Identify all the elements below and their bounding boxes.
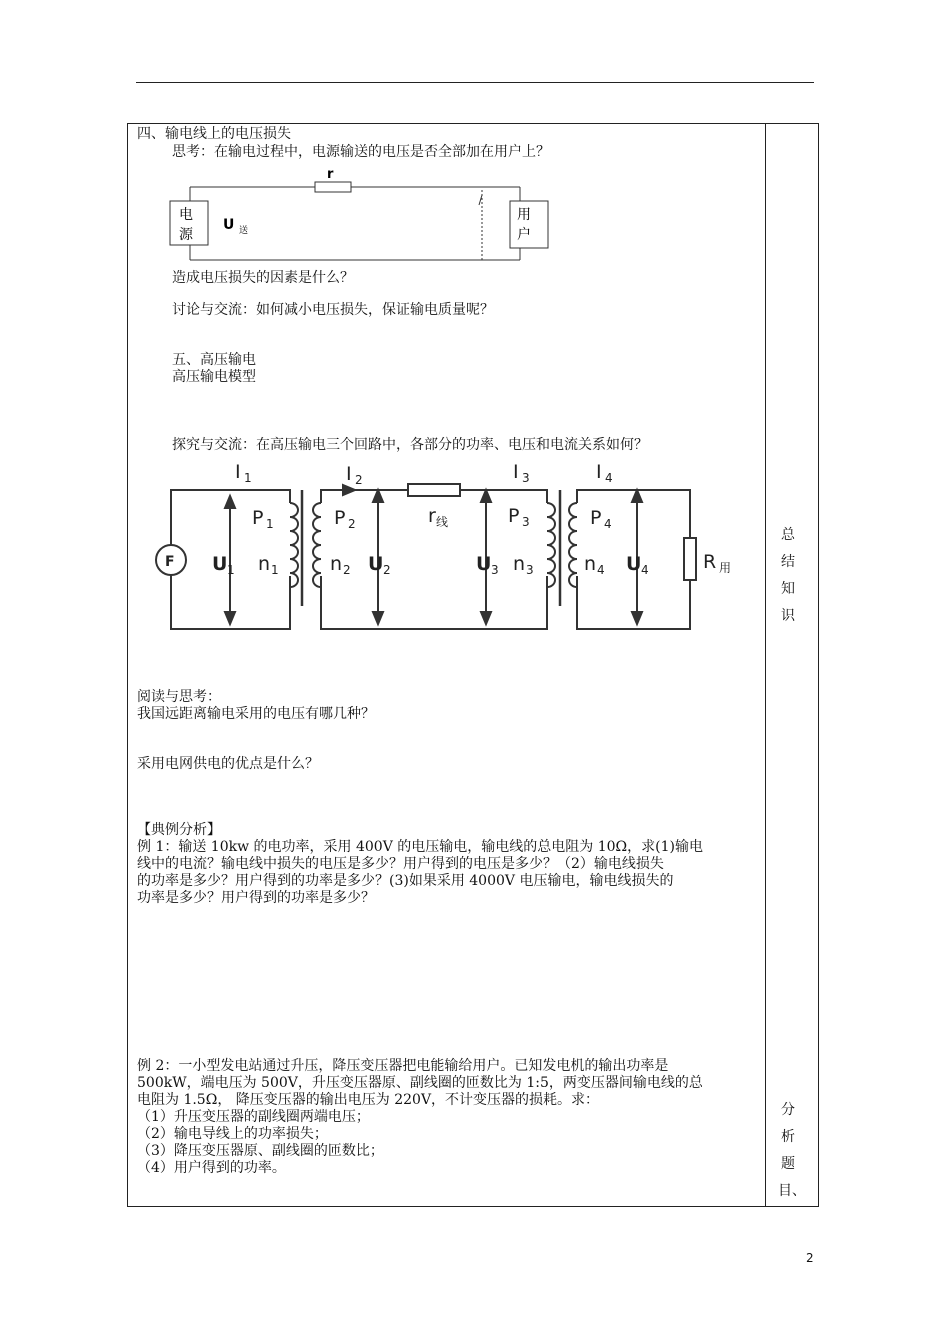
column-divider bbox=[765, 123, 766, 1207]
example1-line: 例 1：输送 10kw 的电功率，采用 400V 的电压输电，输电线的总电阻为 10Ω，求(1)输电 bbox=[137, 839, 703, 855]
reading-heading: 阅读与思考： bbox=[137, 689, 221, 705]
header-rule bbox=[136, 82, 814, 83]
turns-n2: n bbox=[330, 553, 343, 575]
resistor-label: r bbox=[327, 167, 334, 182]
reading-question-2: 采用电网供电的优点是什么？ bbox=[137, 756, 319, 772]
voltage-u1: U bbox=[212, 553, 228, 575]
svg-text:用: 用 bbox=[719, 561, 732, 575]
power-p4: P bbox=[590, 507, 602, 529]
current-i4: I bbox=[596, 461, 602, 483]
svg-text:2: 2 bbox=[348, 517, 356, 531]
section5-model: 高压输电模型 bbox=[172, 369, 256, 385]
example2-line: 电阻为 1.5Ω， 降压变压器的输出电压为 220V，不计变压器的损耗。求： bbox=[137, 1092, 600, 1108]
coil-n2 bbox=[313, 503, 321, 587]
svg-text:1: 1 bbox=[227, 563, 235, 577]
source-label-2: 源 bbox=[179, 227, 193, 243]
line-resistance-label: r bbox=[428, 505, 436, 527]
user-label-2: 户 bbox=[517, 227, 531, 243]
svg-text:4: 4 bbox=[597, 563, 605, 577]
example2-line: （3）降压变压器原、副线圈的匝数比； bbox=[137, 1143, 384, 1159]
voltage-loss-circuit bbox=[165, 165, 555, 265]
section4-heading: 四、输电线上的电压损失 bbox=[137, 126, 291, 142]
svg-text:1: 1 bbox=[244, 471, 252, 485]
reading-question-1: 我国远距离输电采用的电压有哪几种？ bbox=[137, 706, 375, 722]
user-label-1: 用 bbox=[517, 207, 531, 223]
power-p3: P bbox=[508, 505, 520, 527]
generator-label: F bbox=[165, 554, 175, 570]
svg-text:3: 3 bbox=[522, 515, 530, 529]
svg-text:4: 4 bbox=[604, 517, 612, 531]
current-i2: I bbox=[346, 463, 352, 485]
example1-line: 线中的电流？输电线中损失的电压是多少？用户得到的电压是多少？（2）输电线损失 bbox=[137, 856, 664, 872]
section5-heading: 五、高压输电 bbox=[172, 352, 256, 368]
example2-line: 例 2：一小型发电站通过升压，降压变压器把电能输给用户。已知发电机的输出功率是 bbox=[137, 1058, 669, 1074]
example2-line: （1）升压变压器的副线圈两端电压； bbox=[137, 1109, 370, 1125]
turns-n1: n bbox=[258, 553, 271, 575]
svg-text:2: 2 bbox=[355, 473, 363, 487]
voltage-u3: U bbox=[476, 553, 492, 575]
coil-n1 bbox=[290, 503, 298, 587]
example2-line: （2）输电导线上的功率损失； bbox=[137, 1126, 328, 1142]
turns-n3: n bbox=[513, 553, 526, 575]
current-i1: I bbox=[235, 461, 241, 483]
user-resistor bbox=[684, 538, 696, 580]
svg-text:1: 1 bbox=[271, 563, 279, 577]
section4-factors: 造成电压损失的因素是什么？ bbox=[172, 270, 354, 286]
svg-text:3: 3 bbox=[526, 563, 534, 577]
voltage-sub: 送 bbox=[239, 226, 249, 236]
examples-heading: 【典例分析】 bbox=[137, 822, 221, 838]
page-number: 2 bbox=[806, 1251, 814, 1265]
example2-line: （4）用户得到的功率。 bbox=[137, 1160, 286, 1176]
section4-think: 思考：在输电过程中，电源输送的电压是否全部加在用户上？ bbox=[172, 144, 550, 160]
coil-n3 bbox=[547, 503, 555, 587]
svg-text:3: 3 bbox=[522, 471, 530, 485]
section4-discussion: 讨论与交流：如何减小电压损失，保证输电质量呢？ bbox=[172, 302, 494, 318]
power-p1: P bbox=[252, 507, 264, 529]
voltage-u4: U bbox=[626, 553, 642, 575]
voltage-u2: U bbox=[368, 553, 384, 575]
voltage-label: U bbox=[223, 217, 235, 233]
svg-text:线: 线 bbox=[436, 515, 449, 529]
section5-explore: 探究与交流：在高压输电三个回路中，各部分的功率、电压和电流关系如何？ bbox=[172, 437, 648, 453]
high-voltage-circuit bbox=[140, 458, 760, 638]
svg-text:1: 1 bbox=[266, 517, 274, 531]
svg-text:4: 4 bbox=[605, 471, 613, 485]
svg-text:2: 2 bbox=[383, 563, 391, 577]
turns-n4: n bbox=[584, 553, 597, 575]
source-label-1: 电 bbox=[179, 207, 193, 223]
current-i3: I bbox=[513, 461, 519, 483]
example2-line: 500kW，端电压为 500V，升压变压器原、副线圈的匝数比为 1:5，两变压器间输电线的总 bbox=[137, 1075, 703, 1091]
svg-text:4: 4 bbox=[641, 563, 649, 577]
example1-line: 功率是多少？用户得到的功率是多少？ bbox=[137, 890, 375, 906]
user-resistance-label: R bbox=[703, 551, 717, 573]
coil-n4 bbox=[569, 503, 577, 587]
sidebar-analysis: 分 析 题 目、 bbox=[778, 1102, 806, 1199]
sidebar-summary: 总 结 知 识 bbox=[781, 527, 795, 624]
line-resistor bbox=[315, 182, 351, 192]
svg-text:3: 3 bbox=[491, 563, 499, 577]
example1-line: 的功率是多少？用户得到的功率是多少？(3)如果采用 4000V 电压输电，输电线损失的 bbox=[137, 873, 674, 889]
line-resistor-r bbox=[408, 484, 460, 496]
svg-text:2: 2 bbox=[343, 563, 351, 577]
power-p2: P bbox=[334, 507, 346, 529]
